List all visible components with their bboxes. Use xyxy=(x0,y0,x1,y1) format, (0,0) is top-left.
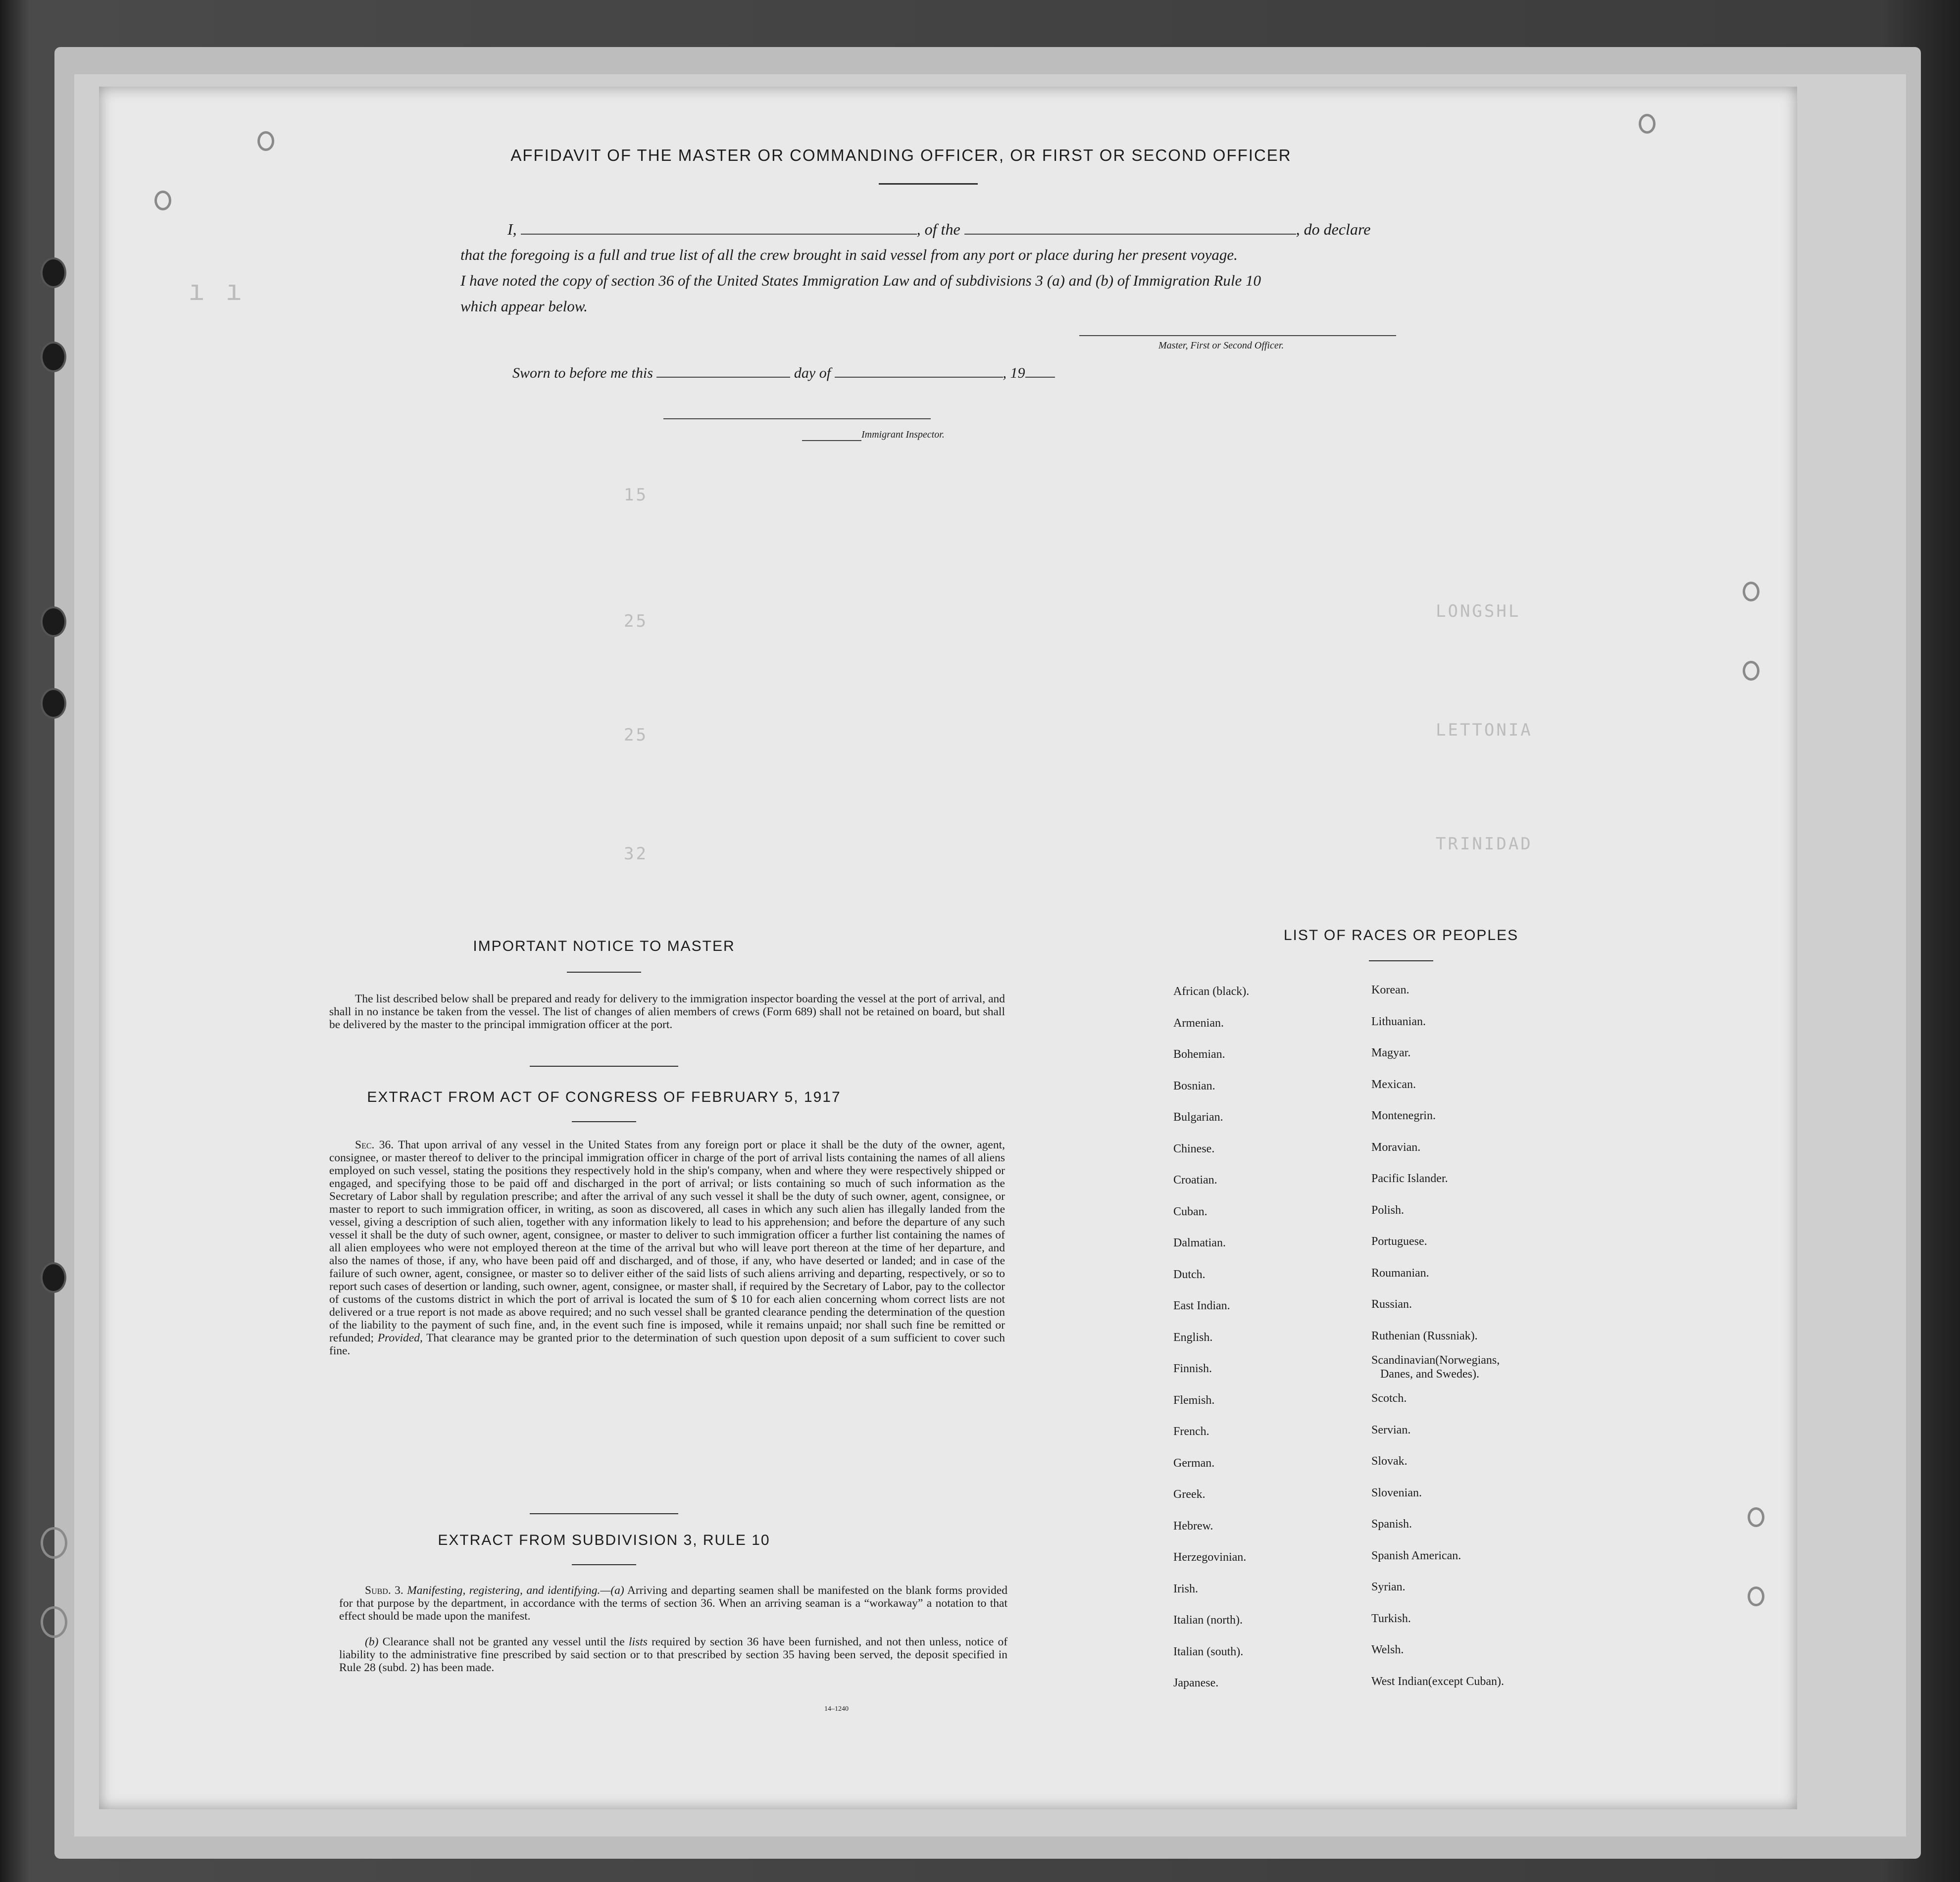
master-name-field[interactable] xyxy=(521,234,917,235)
race-item: Turkish. xyxy=(1371,1612,1411,1625)
race-item: Dalmatian. xyxy=(1173,1237,1226,1249)
races-rule xyxy=(1369,960,1433,961)
subd-3b-text xyxy=(339,1635,1007,1674)
subd-b-text-1: Clearance shall not be granted any vessel until the xyxy=(382,1635,625,1648)
race-item: Magyar. xyxy=(1371,1046,1411,1059)
races-right-column xyxy=(1371,975,1504,1697)
race-item: Scotch. xyxy=(1371,1392,1407,1405)
extract-act-divider xyxy=(530,1513,678,1514)
race-item: Servian. xyxy=(1371,1423,1411,1436)
punch-hole-icon xyxy=(257,131,274,151)
race-item: Roumanian. xyxy=(1371,1266,1429,1280)
sworn-day-of: day of xyxy=(794,365,831,381)
extract-rule-rule xyxy=(572,1564,636,1565)
bleed-through: TRINIDAD xyxy=(1436,834,1533,854)
punch-hole-icon xyxy=(154,191,171,210)
race-item: African (black). xyxy=(1173,985,1250,998)
form-number: 14–1240 xyxy=(824,1705,849,1713)
provided-text: That clearance may be granted prior to the determination of such question upon deposit of a sum sufficient to cover such fine. xyxy=(329,1332,1005,1357)
punch-hole-icon xyxy=(1743,582,1759,601)
race-item: Welsh. xyxy=(1371,1643,1404,1656)
declaration-do-declare: , do declare xyxy=(1296,220,1371,238)
race-item: Bosnian. xyxy=(1173,1079,1215,1092)
race-item: Russian. xyxy=(1371,1298,1412,1311)
race-item: Slovenian. xyxy=(1371,1486,1422,1499)
sec-36-label: Sec. 36. xyxy=(355,1139,394,1151)
race-item: Finnish. xyxy=(1173,1362,1212,1375)
provided-label: Provided, xyxy=(377,1332,423,1344)
race-item: Polish. xyxy=(1371,1203,1405,1217)
race-item: West Indian(except Cuban). xyxy=(1371,1675,1504,1688)
bleed-through: 25 xyxy=(624,611,648,631)
race-item: Scandinavian(Norwegians, Danes, and Swedes). xyxy=(1371,1354,1500,1381)
race-item: English. xyxy=(1173,1331,1213,1344)
notice-title: IMPORTANT NOTICE TO MASTER xyxy=(473,938,735,954)
race-item: Bohemian. xyxy=(1173,1048,1225,1061)
race-item: Mexican. xyxy=(1371,1078,1416,1091)
subd-b-text-2: required by section 36 have been furnished, and not then unless, notice of liability to the administrative fine prescribed by said section or to that prescribed by section 35 having been served, the deposit specified in Rule 28 (subd. 2) has been made. xyxy=(339,1635,1008,1674)
notice-divider xyxy=(530,1066,678,1067)
binder-hole-icon xyxy=(41,1262,66,1293)
extract-act-text xyxy=(329,1139,1005,1357)
race-item: Armenian. xyxy=(1173,1016,1224,1030)
race-item: Croatian. xyxy=(1173,1174,1217,1187)
master-signature-field[interactable] xyxy=(1079,334,1396,336)
race-item: Hebrew. xyxy=(1173,1519,1213,1533)
binder-hole-icon xyxy=(41,1527,67,1559)
race-item: Italian (north). xyxy=(1173,1614,1243,1627)
race-item: Syrian. xyxy=(1371,1581,1406,1593)
title-rule xyxy=(879,183,978,185)
races-title: LIST OF RACES OR PEOPLES xyxy=(1283,927,1519,943)
vessel-name-field[interactable] xyxy=(964,234,1296,235)
declaration-line-2: that the foregoing is a full and true list of all the crew brought in said vessel from any port or place during her present voyage. xyxy=(460,246,1238,263)
race-item: Bulgarian. xyxy=(1173,1111,1223,1124)
binder-hole-icon xyxy=(41,257,66,288)
declaration-line-1 xyxy=(507,216,1488,242)
declaration-i: I, xyxy=(507,220,517,238)
sworn-year: , 19 xyxy=(1003,365,1025,381)
subd-a-text: Arriving and departing seamen shall be manifested on the blank forms provided for that purpose by the department, in accordance with the terms of section 36. When an arriving seaman is a “workaway” a notation to that effect should be made upon the manifest. xyxy=(339,1584,1008,1623)
extract-act-rule xyxy=(572,1121,636,1122)
bleed-through: 25 xyxy=(624,725,648,745)
notice-rule xyxy=(567,972,641,973)
race-item: Montenegrin. xyxy=(1371,1109,1436,1122)
bleed-through: ı ı xyxy=(188,275,245,307)
extract-rule-title: EXTRACT FROM SUBDIVISION 3, RULE 10 xyxy=(438,1532,770,1548)
bleed-through: LONGSHL xyxy=(1436,601,1521,621)
inspector-signature-lead xyxy=(802,439,861,441)
race-item: Portuguese. xyxy=(1371,1235,1427,1248)
race-item: Japanese. xyxy=(1173,1677,1219,1689)
declaration-line-3: I have noted the copy of section 36 of the United States Immigration Law and of subdivisions 3 (a) and (b) of Immigration Rule 10 xyxy=(460,272,1261,289)
punch-hole-icon xyxy=(1748,1586,1764,1606)
master-signature-caption: Master, First or Second Officer. xyxy=(1158,340,1284,351)
race-item: Flemish. xyxy=(1173,1393,1215,1407)
race-item: Pacific Islander. xyxy=(1371,1172,1448,1185)
subd-label: Subd. 3. xyxy=(365,1584,403,1597)
binder-hole-icon xyxy=(41,342,66,372)
sworn-year-field[interactable] xyxy=(1025,377,1055,378)
race-item: East Indian. xyxy=(1173,1299,1230,1312)
declaration-of-the: , of the xyxy=(916,220,960,238)
race-item: Italian (south). xyxy=(1173,1645,1244,1658)
bleed-through: 15 xyxy=(624,485,648,505)
subd-b-lists: lists xyxy=(629,1635,648,1648)
binder-hole-icon xyxy=(41,688,66,719)
sworn-line xyxy=(512,360,1255,386)
race-item: German. xyxy=(1173,1456,1215,1470)
extract-act-title: EXTRACT FROM ACT OF CONGRESS OF FEBRUARY 5, 1917 xyxy=(367,1089,841,1105)
subd-3a-text xyxy=(339,1584,1007,1623)
sec-36-text: That upon arrival of any vessel in the United States from any foreign port or place it shall be the duty of the owner, agent, consignee, or master thereof to deliver to the principal immigration officer in charge of the port of arrival lists containing the names of all aliens employed on such vessel, stating the positions they respectively hold in the ship's company, when and where they were respectively shipped or engaged, and specifying those to be paid off and discharged in the port of arrival; or lists containing so much of such information as the Secretary of Labor shall by regulation prescribe; and after the arrival of any such vessel it shall be the duty of such owner, agent, consignee, or master to report to such immigration officer, in writing, as soon as discovered, all cases in which any such alien has illegally landed from the vessel, giving a description of such alien, together with any information likely to lead to his apprehension; and before the departure of any such vessel it shall be the duty of such owner, agent, consignee, or master to deliver to such immigration officer a further list containing the names of all alien employees who were not employed thereon at the time of the arrival but who will leave port thereon at the time of her departure, and also the names of those, if any, who have been paid off and discharged, and of those, if any, who have deserted or landed; and in case of the failure of such owner, agent, consignee, or master so to deliver either of the said lists of such aliens arriving and departing, respectively, or so to report such cases of desertion or landing, such owner, agent, consignee, or master shall, if required by the Secretary of Labor, pay to the collector of customs of the customs district in which the port of arrival is located the sum of $ 10 for each alien concerning whom correct lists are not delivered or a true report is not made as above required; and no such vessel shall be granted clearance pending the determination of the question of the liability to the payment of such fine, and, in the event such fine is imposed, while it remains unpaid; nor shall such fine be remitted or refunded; xyxy=(329,1139,1005,1344)
race-item: Cuban. xyxy=(1173,1205,1207,1218)
race-item: Lithuanian. xyxy=(1371,1015,1426,1028)
affidavit-page xyxy=(99,87,1797,1809)
races-left-column xyxy=(1173,976,1249,1699)
inspector-caption: Immigrant Inspector. xyxy=(861,429,945,440)
race-item: Slovak. xyxy=(1371,1455,1407,1468)
race-item: Greek. xyxy=(1173,1488,1206,1501)
sworn-day-field[interactable] xyxy=(656,377,790,378)
declaration-line-4: which appear below. xyxy=(460,297,588,315)
notice-text: The list described below shall be prepared and ready for delivery to the immigration inspector boarding the vessel at the port of arrival, and shall in no instance be taken from the vessel. The list of changes of alien members of crews (Form 689) shall not be retained on board, but shall be delivered by the master to the principal immigration officer at the port. xyxy=(329,992,1005,1031)
race-item: Dutch. xyxy=(1173,1268,1206,1281)
sworn-prefix: Sworn to before me this xyxy=(512,365,653,381)
binder-hole-icon xyxy=(41,1606,67,1638)
race-item: Spanish. xyxy=(1371,1518,1412,1531)
race-item: Moravian. xyxy=(1371,1140,1421,1154)
punch-hole-icon xyxy=(1639,114,1656,134)
sworn-month-field[interactable] xyxy=(835,377,1003,378)
subd-b-label: (b) xyxy=(365,1635,379,1648)
race-item: Spanish American. xyxy=(1371,1549,1461,1562)
punch-hole-icon xyxy=(1748,1507,1764,1527)
race-item: Herzegovinian. xyxy=(1173,1551,1247,1564)
inspector-signature-field[interactable] xyxy=(663,417,931,419)
subd-heading: Manifesting, registering, and identifying.—(a) xyxy=(407,1584,624,1597)
binder-hole-icon xyxy=(41,606,66,637)
bleed-through: LETTONIA xyxy=(1436,720,1533,740)
race-item: Korean. xyxy=(1371,984,1409,996)
bleed-through: 32 xyxy=(624,844,648,864)
race-item: Chinese. xyxy=(1173,1142,1215,1155)
punch-hole-icon xyxy=(1743,661,1759,681)
race-item: Irish. xyxy=(1173,1582,1198,1595)
race-item: French. xyxy=(1173,1425,1209,1438)
race-item: Ruthenian (Russniak). xyxy=(1371,1329,1478,1342)
affidavit-title: AFFIDAVIT OF THE MASTER OR COMMANDING OFFICER, OR FIRST OR SECOND OFFICER xyxy=(510,146,1292,164)
